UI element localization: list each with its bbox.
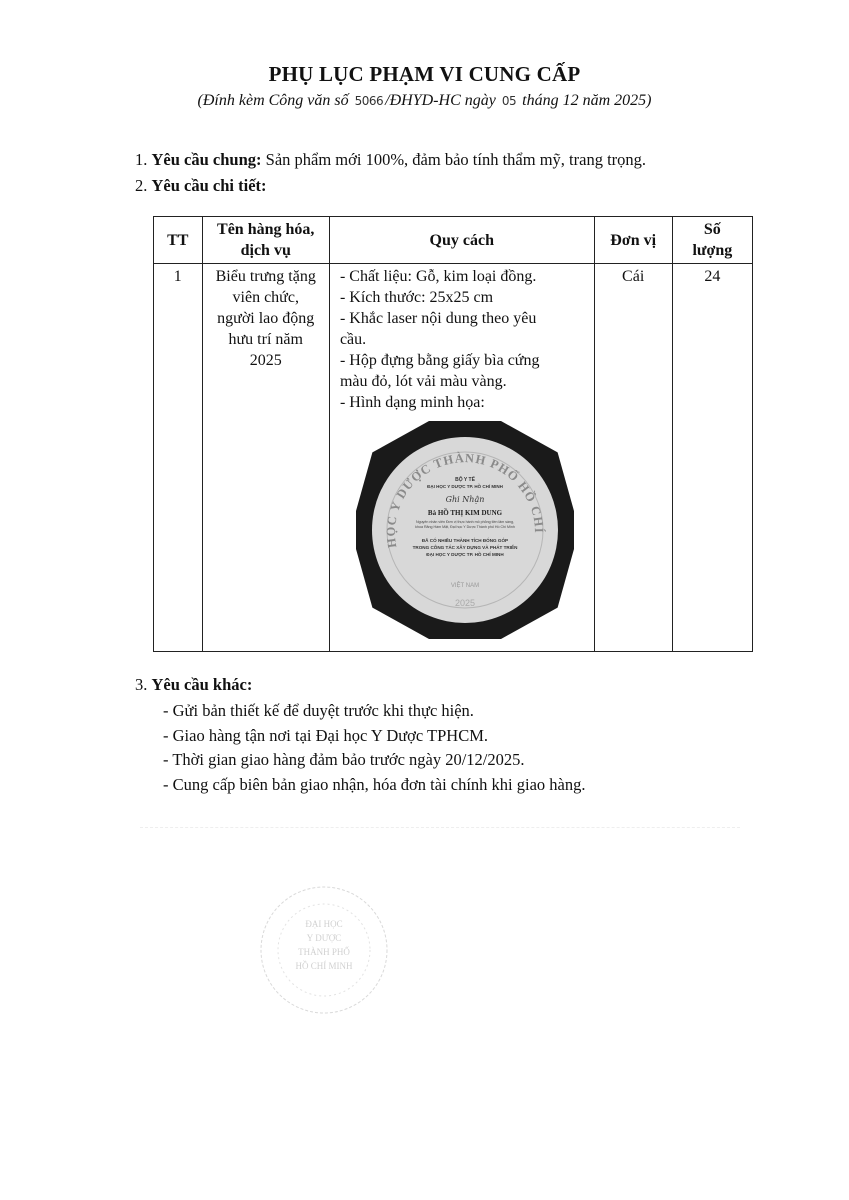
subtitle-mid: /ĐHYD-HC ngày [385, 92, 496, 109]
spec-line: - Hình dạng minh họa: [339, 394, 485, 411]
medal-university: ĐẠI HỌC Y DƯỢC TP. HỒ CHÍ MINH [427, 484, 503, 489]
detail-number: 2. [135, 176, 148, 195]
cell-qty-value: 24 [704, 268, 721, 285]
general-number: 1. [135, 150, 148, 169]
stamp-line: ĐẠI HỌC [305, 919, 343, 929]
header-spec: Quy cách [329, 217, 594, 264]
spec-line: - Chất liệu: Gỗ, kim loại đồng. [339, 268, 537, 285]
handwritten-doc-number: 5066 [354, 94, 384, 108]
other-number: 3. [135, 675, 148, 694]
medal-ministry: BỘ Y TẾ [455, 477, 475, 483]
header-qty [672, 217, 752, 264]
medal-line-2: TRONG CÔNG TÁC XÂY DỰNG VÀ PHÁT TRIỂN [412, 545, 518, 550]
medal-arc-text: HỌC Y DƯỢC THÀNH PHỐ HỒ CHÍ [383, 451, 546, 549]
table-header-row [154, 217, 753, 264]
medal-illustration [354, 419, 576, 641]
cell-unit-value: Cái [622, 268, 645, 285]
header-name [202, 217, 329, 264]
header-unit: Đơn vị [594, 217, 672, 264]
page-subtitle [0, 92, 849, 110]
name-line: 2025 [249, 352, 282, 369]
header-qty-line1: Số [703, 221, 721, 238]
general-requirement [135, 150, 646, 170]
medal-desc-1: Nguyên nhân viên Đơn vị thực hành mô phỏng tiền lâm sàng, [415, 520, 514, 524]
cell-name-text [203, 264, 329, 371]
spec-lines [330, 264, 594, 413]
other-label: Yêu cầu khác: [151, 675, 253, 694]
list-item: - Gửi bản thiết kế để duyệt trước khi thực hiện. [163, 701, 474, 720]
header-tt: TT [154, 217, 203, 264]
spec-line: - Kích thước: 25x25 cm [339, 289, 494, 306]
stamp-line: HỒ CHÍ MINH [295, 961, 353, 971]
subtitle-suffix: tháng 12 năm 2025) [522, 92, 652, 109]
name-line: người lao động [217, 310, 315, 327]
list-item: - Thời gian giao hàng đảm bảo trước ngày 20/12/2025. [163, 750, 525, 769]
medal-line-1: ĐÃ CÓ NHIỀU THÀNH TÍCH ĐÓNG GÓP [421, 538, 509, 543]
medal-year: 2025 [454, 598, 475, 608]
cell-qty [672, 264, 752, 652]
general-label: Yêu cầu chung: [151, 150, 262, 169]
general-text: Sản phẩm mới 100%, đảm bảo tính thẩm mỹ, trang trọng. [265, 150, 647, 169]
medal-desc-2: khoa Răng Hàm Mặt, Đại học Y Dược Thành phố Hồ Chí Minh [415, 525, 515, 529]
scan-artifact-line [140, 827, 740, 828]
other-requirements-list [163, 699, 586, 797]
cell-name [202, 264, 329, 652]
header-name-line1: Tên hàng hóa, [217, 221, 315, 238]
name-line: hưu trí năm [228, 331, 303, 348]
detail-requirement [135, 176, 267, 196]
spec-line: - Hộp đựng bằng giấy bìa cứng [339, 352, 540, 369]
cell-tt [154, 264, 203, 652]
subtitle-prefix: (Đính kèm Công văn số [197, 92, 349, 109]
spec-line: cầu. [339, 331, 367, 348]
cell-unit [594, 264, 672, 652]
medal-recipient: Bà HỒ THỊ KIM DUNG [427, 509, 503, 517]
medal-footer: VIỆT NAM [450, 583, 480, 589]
list-item: - Cung cấp biên bản giao nhận, hóa đơn tài chính khi giao hàng. [163, 774, 586, 794]
spec-table [153, 216, 753, 652]
faded-stamp [258, 884, 390, 1016]
medal-svg [354, 419, 576, 641]
spec-line: - Khắc laser nội dung theo yêu [339, 310, 537, 327]
handwritten-day: 05 [501, 94, 517, 108]
detail-label: Yêu cầu chi tiết: [151, 176, 267, 195]
name-line: viên chức, [232, 289, 299, 306]
page-title: PHỤ LỤC PHẠM VI CUNG CẤP [268, 62, 581, 86]
header-qty-line2: lượng [692, 242, 733, 259]
table-row [154, 264, 753, 652]
list-item: - Giao hàng tận nơi tại Đại học Y Dược TPHCM. [163, 725, 489, 745]
medal-line-3: ĐẠI HỌC Y DƯỢC TP. HỒ CHÍ MINH [426, 552, 504, 557]
cell-spec [329, 264, 594, 652]
medal-script: Ghi Nhận [445, 495, 485, 504]
cell-tt-value: 1 [173, 268, 182, 285]
stamp-line: THÀNH PHỐ [298, 947, 350, 957]
stamp-line: Y DƯỢC [306, 933, 342, 943]
other-requirements-heading [135, 675, 252, 695]
name-line: Biểu trưng tặng [215, 268, 316, 285]
spec-line: màu đỏ, lót vải màu vàng. [339, 373, 507, 390]
header-name-line2: dịch vụ [240, 242, 291, 259]
